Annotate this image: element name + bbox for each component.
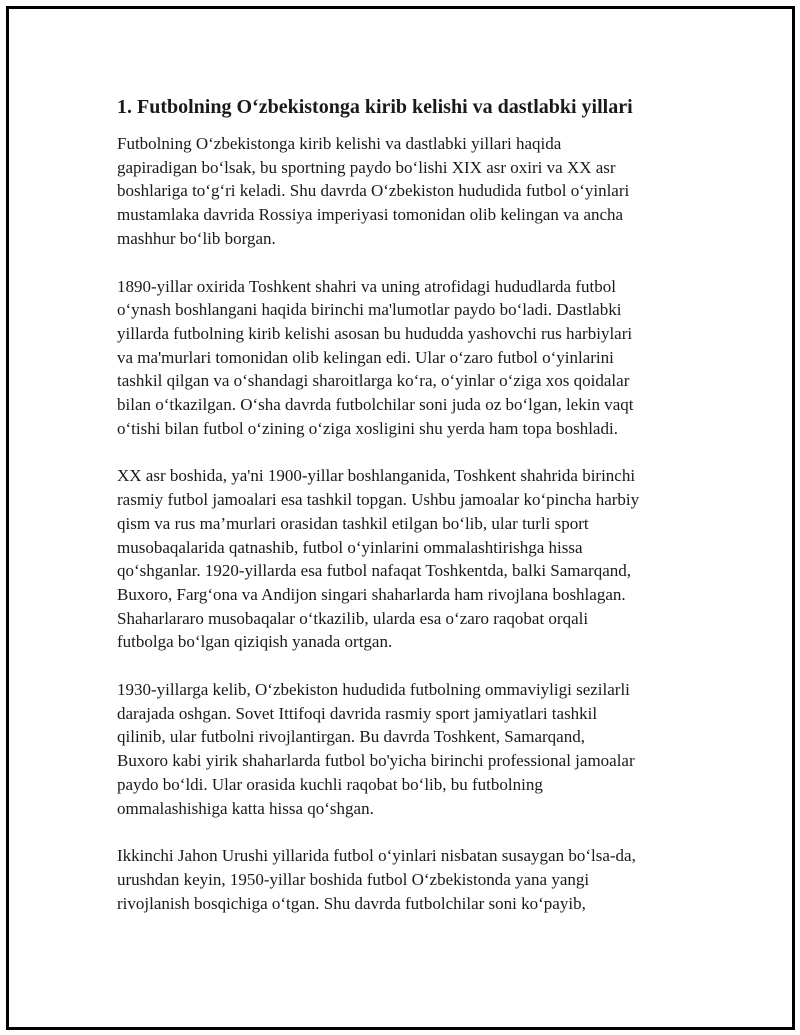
paragraph-line: boshlariga to‘g‘ri keladi. Shu davrda O‘zbekiston hududida futbol o‘yinlari xyxy=(117,181,630,201)
paragraph xyxy=(117,132,697,251)
paragraph-line: XX asr boshida, ya'ni 1900-yillar boshlanganida, Toshkent shahrida birinchi xyxy=(117,466,636,486)
paragraph-line: gapiradigan bo‘lsak, bu sportning paydo bo‘lishi XIX asr oxiri va XX asr xyxy=(117,157,616,177)
paragraph-line: paydo bo‘ldi. Ular orasida kuchli raqobat bo‘lib, bu futbolning xyxy=(117,774,543,794)
paragraph-line: qilinib, ular futbolni rivojlantirgan. Bu davrda Toshkent, Samarqand, xyxy=(117,727,585,747)
paragraph-line: tashkil qilgan va o‘shandagi sharoitlarga ko‘ra, o‘yinlar o‘ziga xos qoidalar xyxy=(117,371,630,391)
paragraph-line: Buxoro, Farg‘ona va Andijon singari shaharlarda ham rivojlana boshlagan. xyxy=(117,584,626,604)
paragraph-line: mashhur bo‘lib borgan. xyxy=(117,228,276,248)
paragraph-line: darajada oshgan. Sovet Ittifoqi davrida rasmiy sport jamiyatlari tashkil xyxy=(117,703,598,723)
paragraph-line: rivojlanish bosqichiga o‘tgan. Shu davrda futbolchilar soni ko‘payib, xyxy=(117,893,586,913)
paragraph xyxy=(117,844,697,915)
paragraph-line: urushdan keyin, 1950-yillar boshida futbol O‘zbekistonda yana yangi xyxy=(117,869,590,889)
paragraph-line: Buxoro kabi yirik shaharlarda futbol bo'yicha birinchi professional jamoalar xyxy=(117,751,635,771)
paragraph-line: va ma'murlari tomonidan olib kelingan edi. Ular o‘zaro futbol o‘yinlarini xyxy=(117,347,614,367)
paragraph-line: 1930-yillarga kelib, O‘zbekiston hududida futbolning ommaviyligi sezilarli xyxy=(117,680,630,700)
paragraph-line: mustamlaka davrida Rossiya imperiyasi tomonidan olib kelingan va ancha xyxy=(117,205,624,225)
paragraph xyxy=(117,678,697,820)
paragraph-line: musobaqalarida qatnashib, futbol o‘yinlarini ommalashtirishga hissa xyxy=(117,537,583,557)
paragraph-line: qism va rus ma’murlari orasidan tashkil etilgan bo‘lib, ular turli sport xyxy=(117,513,589,533)
paragraphs-container xyxy=(117,132,697,915)
paragraph-line: rasmiy futbol jamoalari esa tashkil topgan. Ushbu jamoalar ko‘pincha harbiy xyxy=(117,490,640,510)
paragraph-line: ommalashishiga katta hissa qo‘shgan. xyxy=(117,798,374,818)
paragraph-line: Shaharlararo musobaqalar o‘tkazilib, ularda esa o‘zaro raqobat orqali xyxy=(117,608,589,628)
paragraph xyxy=(117,464,697,654)
paragraph-line: o‘tishi bilan futbol o‘zining o‘ziga xosligini shu yerda ham topa boshladi. xyxy=(117,418,618,438)
paragraph xyxy=(117,275,697,441)
paragraph-line: 1890-yillar oxirida Toshkent shahri va uning atrofidagi hududlarda futbol xyxy=(117,276,616,296)
paragraph-line: bilan o‘tkazilgan. O‘sha davrda futbolchilar soni juda oz bo‘lgan, lekin vaqt xyxy=(117,395,634,415)
paragraph-line: futbolga bo‘lgan qiziqish yanada ortgan. xyxy=(117,632,393,652)
paragraph-line: o‘ynash boshlangani haqida birinchi ma'lumotlar paydo bo‘ladi. Dastlabki xyxy=(117,300,622,320)
paragraph-line: qo‘shganlar. 1920-yillarda esa futbol nafaqat Toshkentda, balki Samarqand, xyxy=(117,561,632,581)
paragraph-line: Ikkinchi Jahon Urushi yillarida futbol o‘yinlari nisbatan susaygan bo‘lsa-da, xyxy=(117,846,636,866)
paragraph-line: yillarda futbolning kirib kelishi asosan bu hududda yashovchi rus harbiylari xyxy=(117,323,633,343)
document-body xyxy=(117,92,697,939)
paragraph-line: Futbolning O‘zbekistonga kirib kelishi va dastlabki yillari haqida xyxy=(117,134,562,153)
section-heading: 1. Futbolning O‘zbekistonga kirib kelishi va dastlabki yillari xyxy=(117,96,633,118)
